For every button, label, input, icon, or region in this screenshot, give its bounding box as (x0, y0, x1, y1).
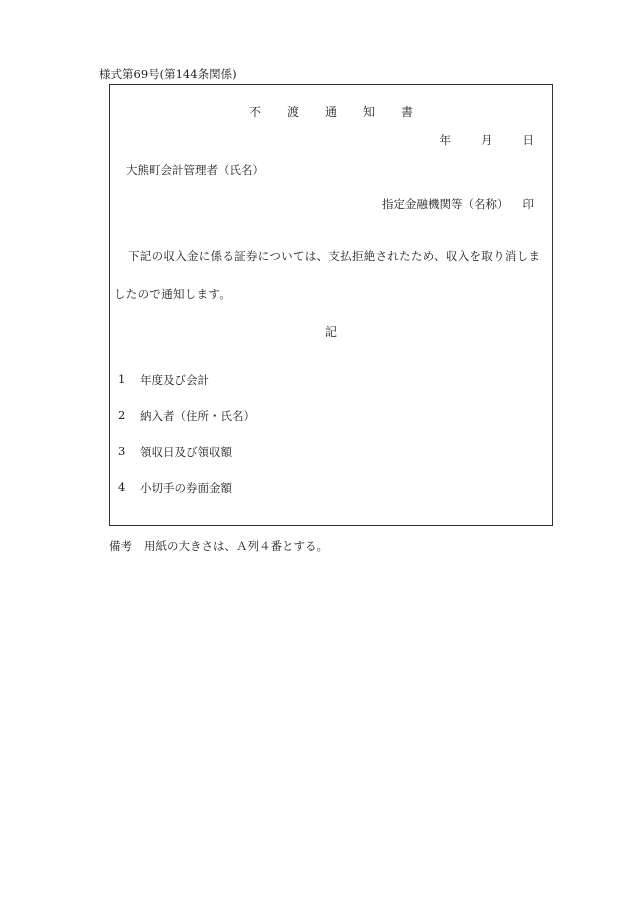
item-label: 納入者（住所・氏名） (140, 409, 255, 423)
addressee: 大熊町会計管理者（氏名） (126, 163, 264, 177)
date-day: 日 (522, 133, 534, 147)
document-title: 不渡通知書 (248, 105, 439, 119)
seal-mark: 印 (522, 197, 534, 211)
item-number: 1 (118, 372, 126, 386)
item-number: 3 (118, 444, 126, 458)
notice-body: 下記の収入金に係る証券については、支払拒絶されたため、収入を取り消しましたので通知します。 (114, 249, 541, 301)
list-item (118, 372, 255, 408)
item-label: 小切手の券面金額 (140, 481, 232, 495)
remarks-text: 用紙の大きさは、Ａ列４番とする。 (144, 539, 328, 553)
item-number: 2 (118, 408, 126, 422)
list-item (118, 408, 255, 444)
notice-form (109, 84, 553, 526)
remarks (109, 538, 328, 554)
date-month: 月 (481, 133, 493, 147)
item-label: 年度及び会計 (140, 373, 209, 387)
ki-heading: 記 (324, 325, 337, 339)
form-number: 様式第69号(第144条関係) (99, 67, 237, 81)
item-list (118, 372, 255, 516)
remarks-label: 備考 (109, 539, 132, 553)
item-number: 4 (118, 480, 126, 494)
list-item (118, 480, 255, 516)
list-item (118, 444, 255, 480)
item-label: 領収日及び領収額 (140, 445, 232, 459)
sender-line (382, 196, 534, 212)
sender-label: 指定金融機関等（名称） (382, 197, 509, 211)
date-year: 年 (439, 133, 451, 147)
date-line (440, 132, 535, 148)
